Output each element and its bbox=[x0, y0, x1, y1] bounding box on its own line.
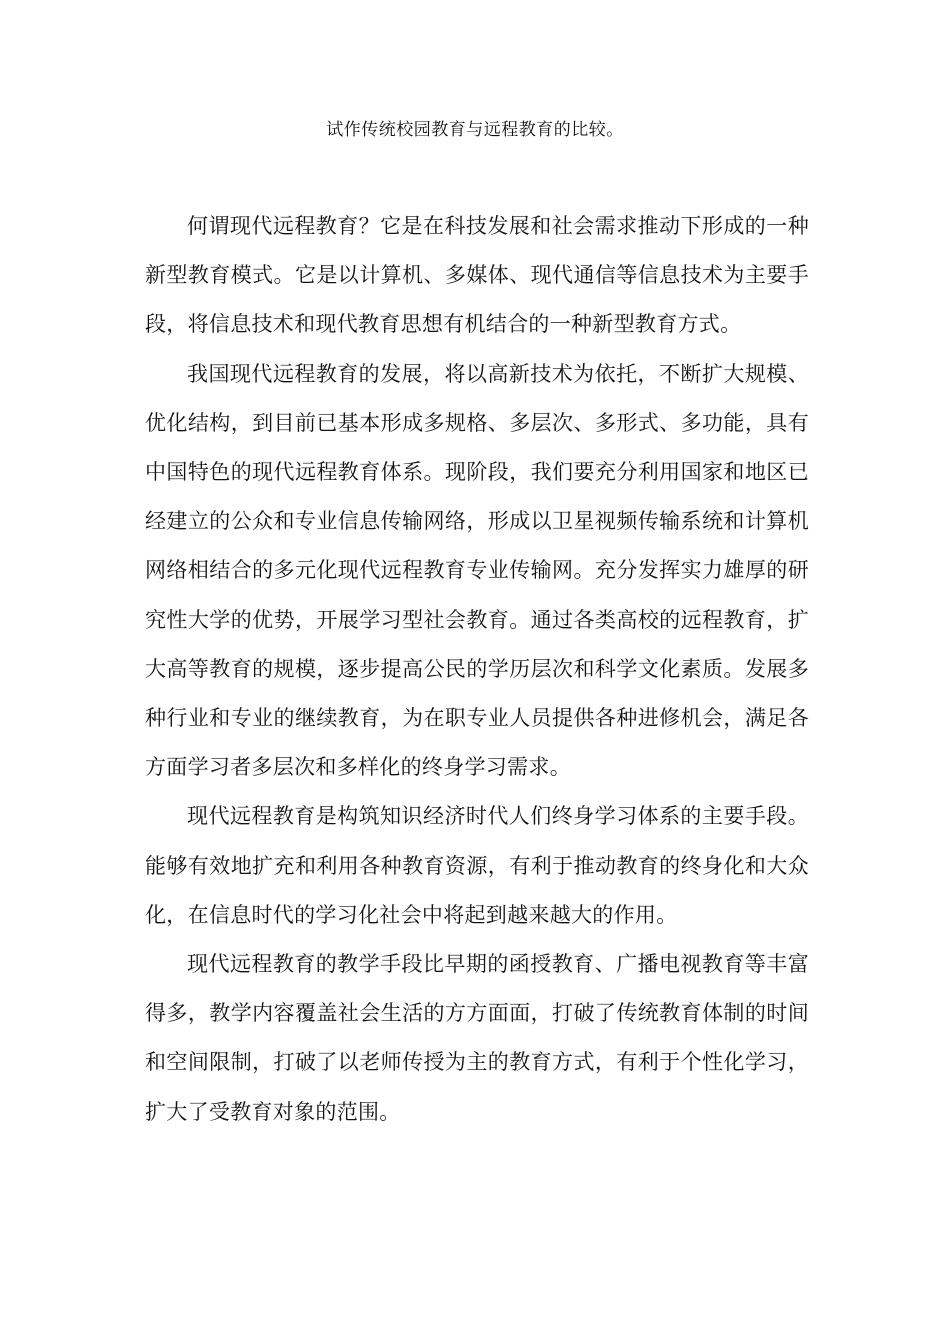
paragraph-2: 我国现代远程教育的发展，将以高新技术为依托，不断扩大规模、优化结构，到目前已基本形成多规格、多层次、多形式、多功能，具有中国特色的现代远程教育体系。现阶段，我们要充分利用国家和地区已经建立的公众和专业信息传输网络，形成以卫星视频传输系统和计算机网络相结合的多元化现代远程教育专业传输网。充分发挥实力雄厚的研究性大学的优势，开展学习型社会教育。通过各类高校的远程教育，扩大高等教育的规模，逐步提高公民的学历层次和科学文化素质。发展多种行业和专业的继续教育，为在职专业人员提供各种进修机会，满足各方面学习者多层次和多样化的终身学习需求。 bbox=[145, 361, 809, 780]
paragraph-3: 现代远程教育是构筑知识经济时代人们终身学习体系的主要手段。能够有效地扩充和利用各种教育资源，有利于推动教育的终身化和大众化，在信息时代的学习化社会中将起到越来越大的作用。 bbox=[145, 804, 809, 927]
paragraph-4: 现代远程教育的教学手段比早期的函授教育、广播电视教育等丰富得多，教学内容覆盖社会生活的方方面面，打破了传统教育体制的时间和空间限制，打破了以老师传授为主的教育方式，有利于个性化学习，扩大了受教育对象的范围。 bbox=[145, 952, 809, 1124]
document-title: 试作传统校园教育与远程教育的比较。 bbox=[326, 120, 624, 140]
document-body bbox=[145, 202, 809, 1137]
paragraph-1: 何谓现代远程教育？它是在科技发展和社会需求推动下形成的一种新型教育模式。它是以计算机、多媒体、现代通信等信息技术为主要手段，将信息技术和现代教育思想有机结合的一种新型教育方式。 bbox=[145, 214, 809, 337]
